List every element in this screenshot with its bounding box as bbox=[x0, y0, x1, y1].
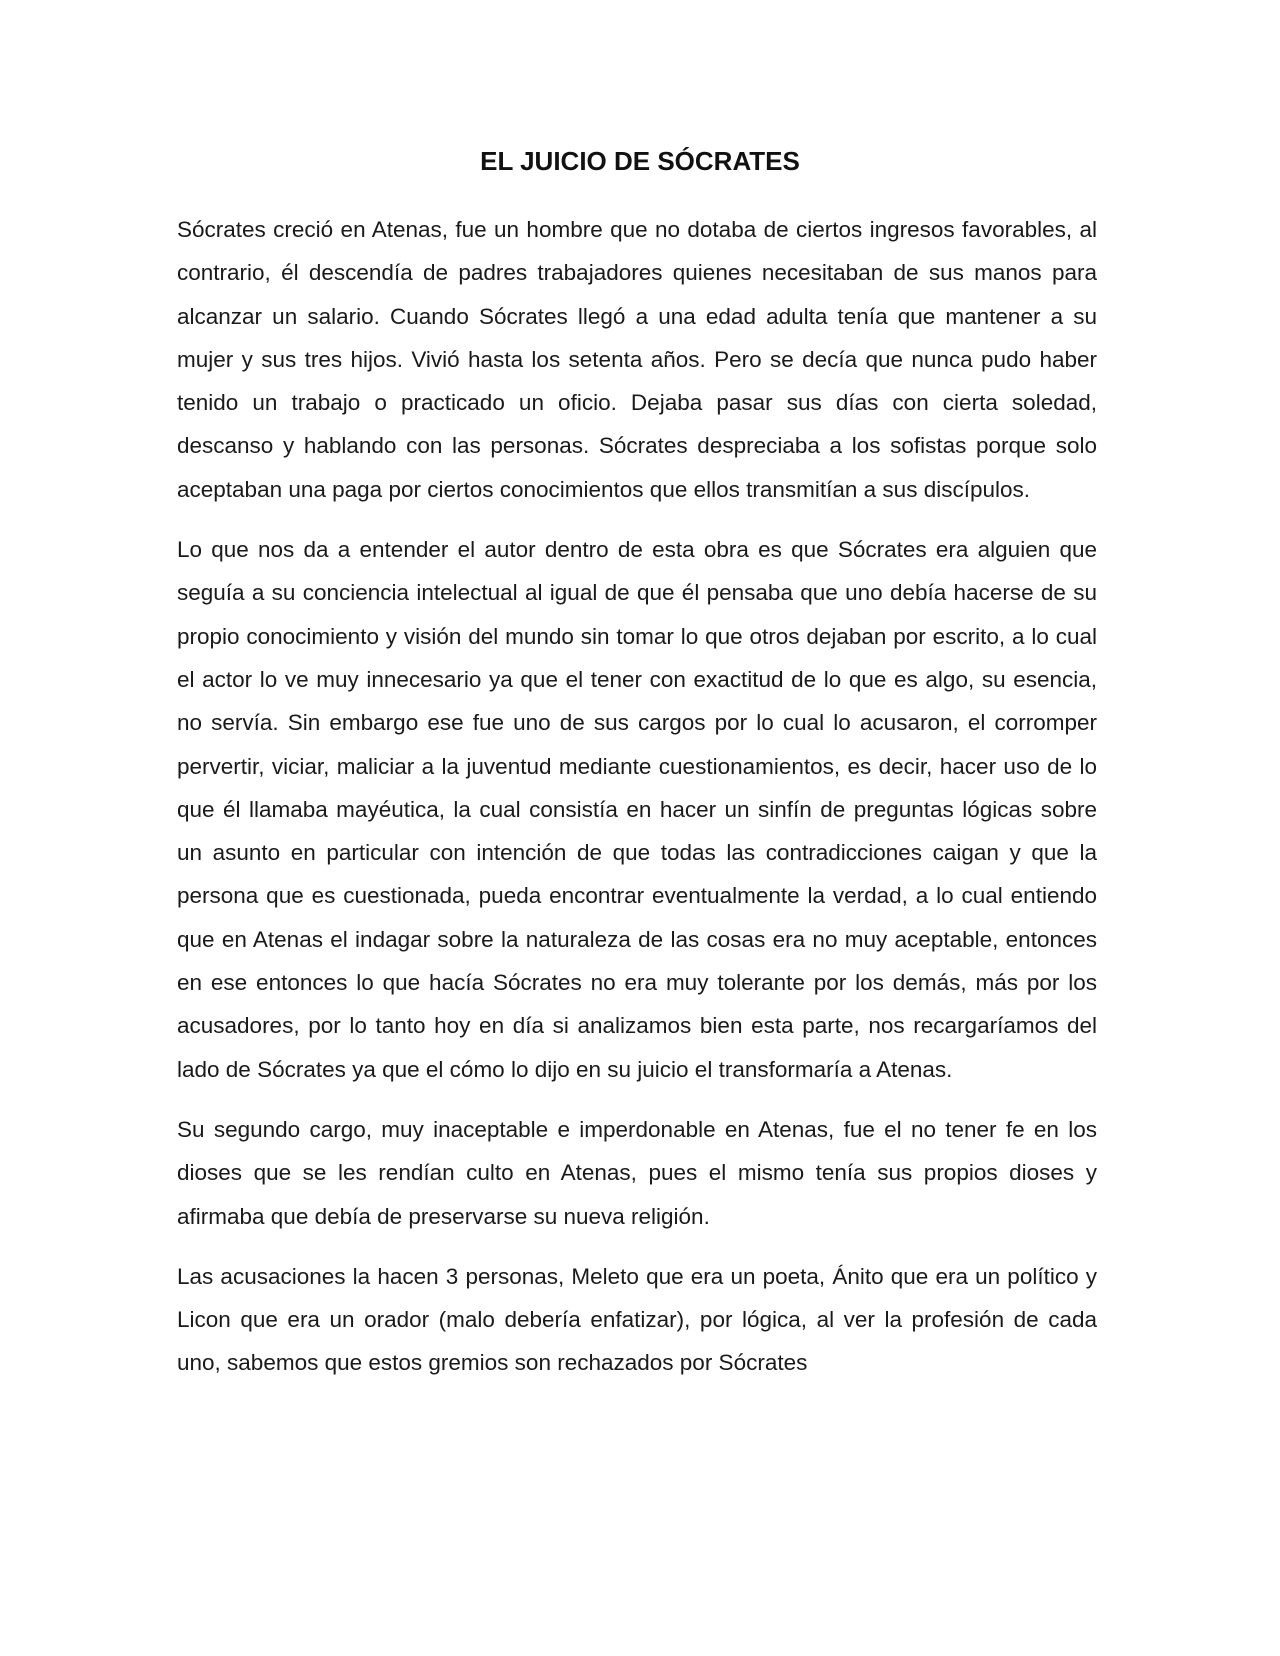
paragraph-3: Su segundo cargo, muy inaceptable e imperdonable en Atenas, fue el no tener fe en los dioses que se les rendían culto en Atenas, pues el mismo tenía sus propios dioses y afirmaba que debía de preservarse su nueva religión. bbox=[177, 1116, 1097, 1229]
document-body bbox=[177, 208, 1097, 1402]
paragraph-4: Las acusaciones la hacen 3 personas, Meleto que era un poeta, Ánito que era un político y Licon que era un orador (malo debería enfatizar), por lógica, al ver la profesión de cada uno, sabemos que estos gremios son rechazados por Sócrates bbox=[177, 1263, 1097, 1376]
paragraph-2: Lo que nos da a entender el autor dentro de esta obra es que Sócrates era alguien que seguía a su conciencia intelectual al igual de que él pensaba que uno debía hacerse de su propio conocimiento y visión del mundo sin tomar lo que otros dejaban por escrito, a lo cual el actor lo ve muy innecesario ya que el tener con exactitud de lo que es algo, su esencia, no servía. Sin embargo ese fue uno de sus cargos por lo cual lo acusaron, el corromper pervertir, viciar, maliciar a la juventud mediante cuestionamientos, es decir, hacer uso de lo que él llamaba mayéutica, la cual consistía en hacer un sinfín de preguntas lógicas sobre un asunto en particular con intención de que todas las contradicciones caigan y que la persona que es cuestionada, pueda encontrar eventualmente la verdad, a lo cual entiendo que en Atenas el indagar sobre la naturaleza de las cosas era no muy aceptable, entonces en ese entonces lo que hacía Sócrates no era muy tolerante por los demás, más por los acusadores, por lo tanto hoy en día si analizamos bien esta parte, nos recargaríamos del lado de Sócrates ya que el cómo lo dijo en su juicio el transformaría a Atenas. bbox=[177, 537, 1097, 1082]
document-title: EL JUICIO DE SÓCRATES bbox=[480, 146, 800, 176]
paragraph-1: Sócrates creció en Atenas, fue un hombre que no dotaba de ciertos ingresos favorables, al contrario, él descendía de padres trabajadores quienes necesitaban de sus manos para alcanzar un salario. Cuando Sócrates llegó a una edad adulta tenía que mantener a su mujer y sus tres hijos. Vivió hasta los setenta años. Pero se decía que nunca pudo haber tenido un trabajo o practicado un oficio. Dejaba pasar sus días con cierta soledad, descanso y hablando con las personas. Sócrates despreciaba a los sofistas porque solo aceptaban una paga por ciertos conocimientos que ellos transmitían a sus discípulos. bbox=[177, 217, 1097, 502]
